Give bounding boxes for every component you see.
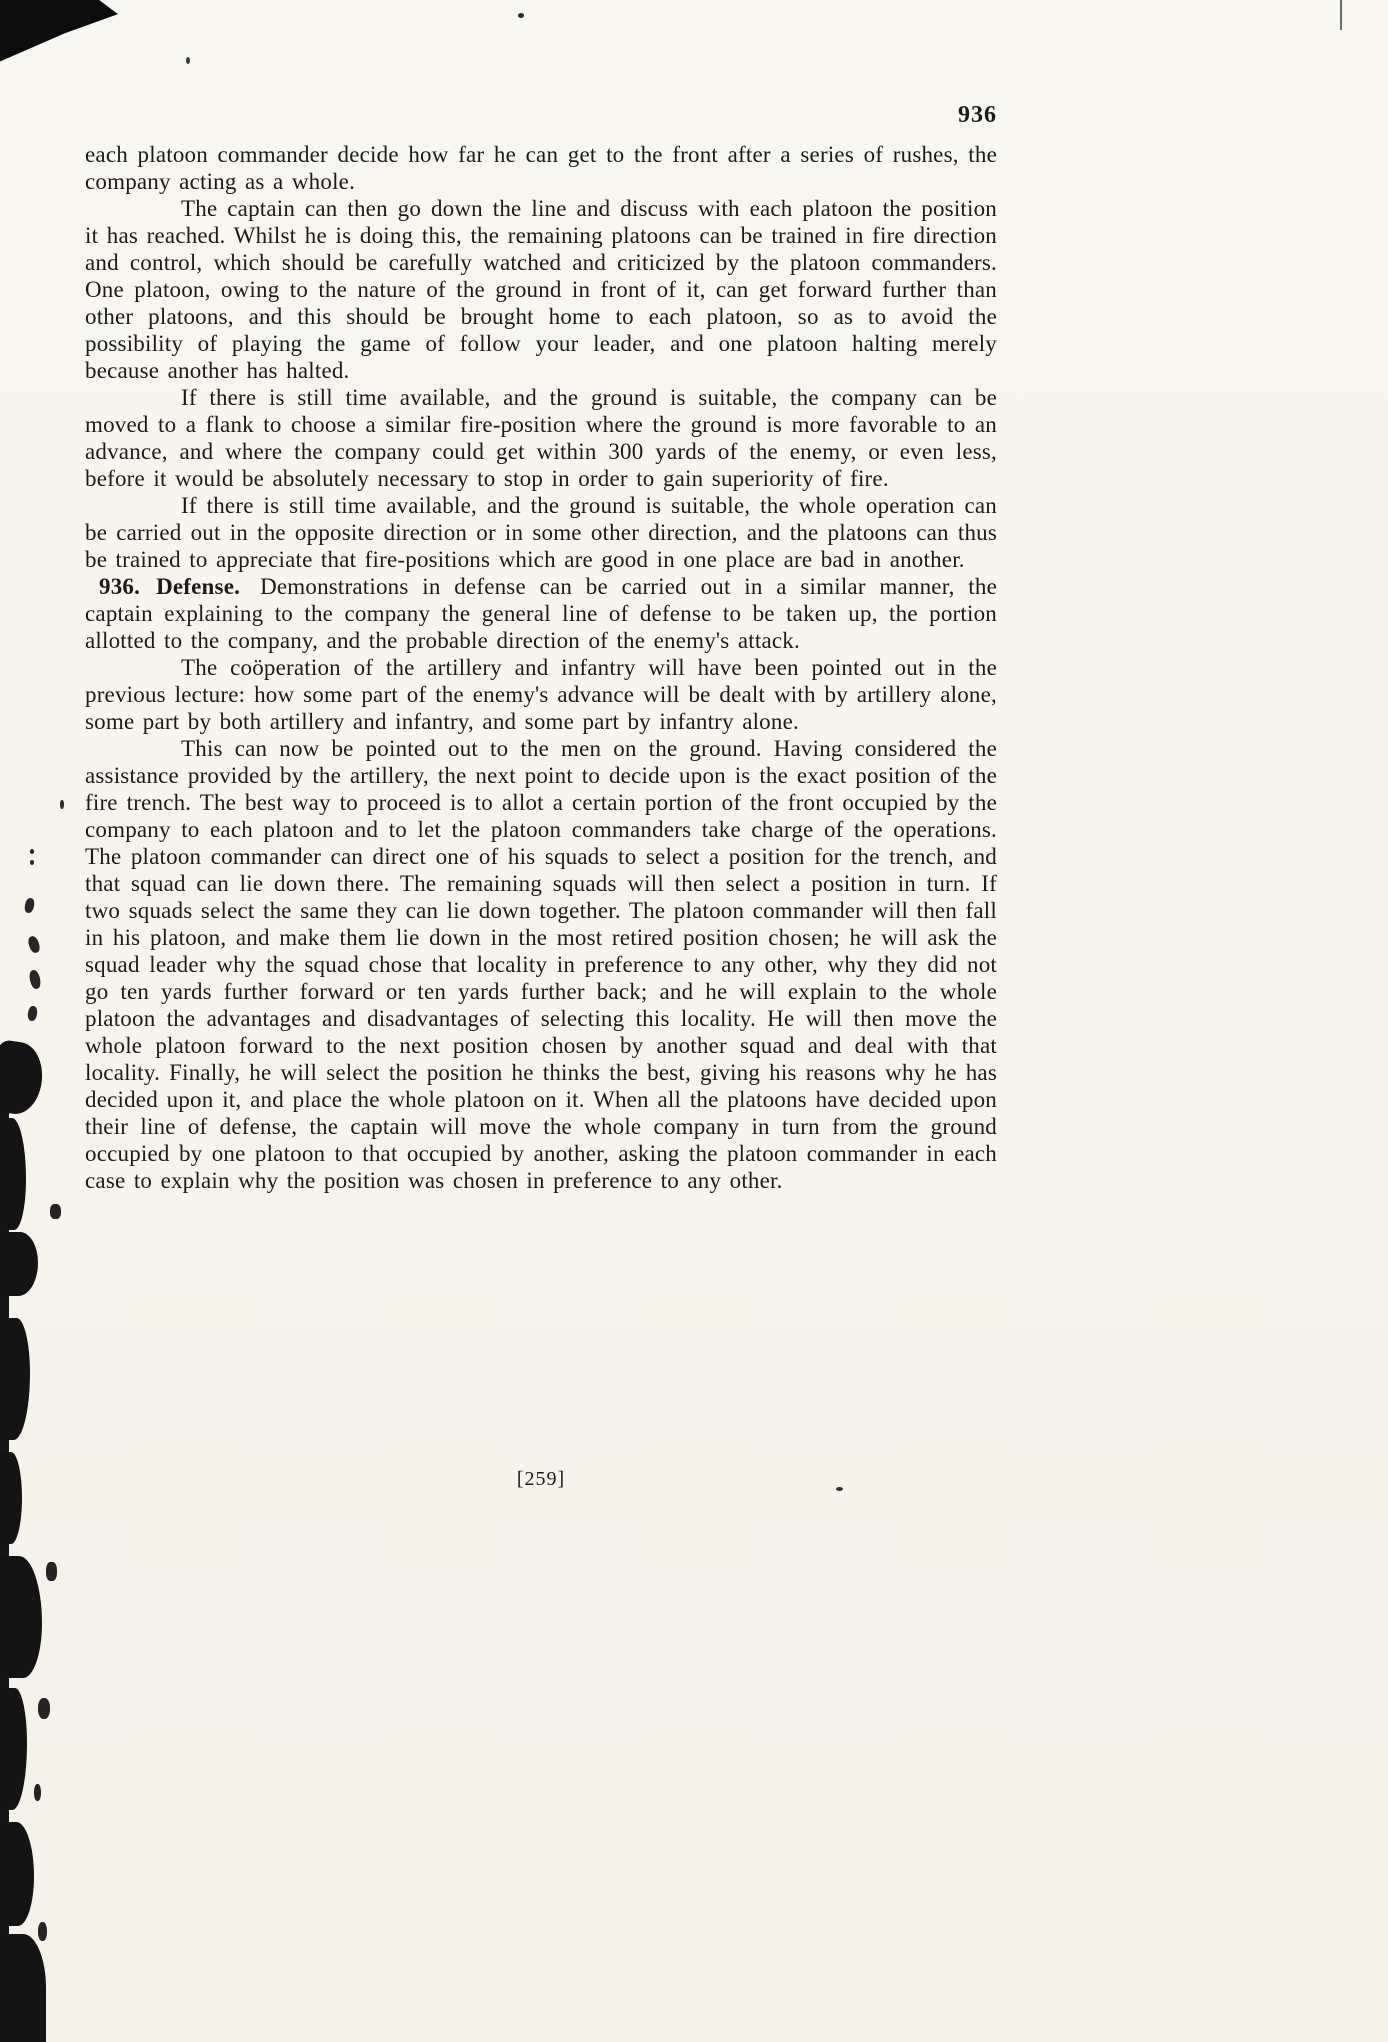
ink-blot: [0, 1556, 42, 1678]
section-paragraph: [85, 573, 997, 654]
section-title: Defense.: [156, 574, 241, 599]
ink-blot: [0, 1039, 47, 1117]
section-number: 936.: [99, 574, 141, 599]
edge-line: [1340, 0, 1342, 30]
paragraph: The coöperation of the artillery and infantry will have been pointed out in the previous lecture: how some part of the enemy's advance will be dealt with by artillery alone, some part by both artillery and infantry, and some part by infantry alone.: [85, 655, 997, 734]
paragraph: each platoon commander decide how far he can get to the front after a series of rushes, the company acting as a whole.: [85, 142, 997, 194]
folio-number: [259]: [516, 1468, 566, 1490]
ink-blot: [0, 1232, 38, 1296]
speck: [186, 57, 190, 64]
ink-blot: [0, 1318, 30, 1440]
ink-mark: [38, 1922, 47, 1941]
ink-mark: [34, 1784, 41, 1801]
ink-mark: [27, 935, 42, 954]
ink-mark: [27, 1005, 38, 1021]
paragraph: If there is still time available, and the ground is suitable, the whole operation can be carried out in the opposite direction or in some other direction, and the platoons can thus be trained to appreciate that fire-positions which are good in one place are bad in another.: [85, 493, 997, 572]
ink-mark: [46, 1562, 57, 1581]
speck: [30, 860, 34, 865]
page-body: [85, 141, 997, 1194]
speck: [60, 800, 64, 809]
ink-blot: [0, 1118, 26, 1230]
paragraph: The captain can then go down the line and discuss with each platoon the position it has reached. Whilst he is doing this, the remaining platoons can be trained in fire direction and control, which should be carefully watched and criticized by the platoon commanders. One platoon, owing to the nature of the ground in front of it, can get forward further than other platoons, and this should be brought home to each platoon, so as to avoid the possibility of playing the game of follow your leader, and one platoon halting merely because another has halted.: [85, 196, 997, 383]
paragraph: This can now be pointed out to the men on the ground. Having considered the assistance provided by the artillery, the next point to decide upon is the exact position of the fire trench. The best way to proceed is to allot a certain portion of the front occupied by the company to each platoon and to let the platoon commanders take charge of the operations. The platoon commander can direct one of his squads to select a position for the trench, and that squad can lie down there. The remaining squads will then select a position in turn. If two squads select the same they can lie down together. The platoon commander will then fall in his platoon, and make them lie down in the most retired position chosen; he will ask the squad leader why the squad chose that locality in preference to any other, why they did not go ten yards further forward or ten yards further back; and he will explain to the whole platoon the advantages and disadvantages of selecting this locality. He will then move the whole platoon forward to the next position chosen by another squad and deal with that locality. Finally, he will select the position he thinks the best, giving his reasons why he has decided upon it, and place the whole platoon on it. When all the platoons have decided upon their line of defense, the captain will move the whole company in turn from the ground occupied by one platoon to that occupied by another, asking the platoon commander in each case to explain why the position was chosen in preference to any other.: [85, 736, 997, 1193]
ink-mark: [38, 1698, 50, 1719]
ink-blot: [0, 1452, 22, 1544]
section-text: Demonstrations in defense can be carried out in a similar manner, the captain explaining to the company the general line of defense to be taken up, the portion allotted to the company, and the probable direction of the enemy's attack.: [85, 574, 997, 653]
ink-blot: [0, 1688, 27, 1810]
ink-blot: [0, 1822, 34, 1926]
ink-mark: [50, 1204, 61, 1219]
ink-mark: [28, 969, 42, 990]
paragraph: If there is still time available, and the ground is suitable, the company can be moved to a flank to choose a similar fire-position where the ground is more favorable to an advance, and where the company could get within 300 yards of the enemy, or even less, before it would be absolutely necessary to stop in order to gain superiority of fire.: [85, 385, 997, 491]
speck: [518, 13, 524, 18]
ink-mark: [24, 897, 36, 914]
ink-blot: [0, 1934, 46, 2042]
page-number: 936: [958, 102, 997, 128]
speck: [30, 849, 34, 854]
page-corner-tear: [0, 0, 118, 64]
